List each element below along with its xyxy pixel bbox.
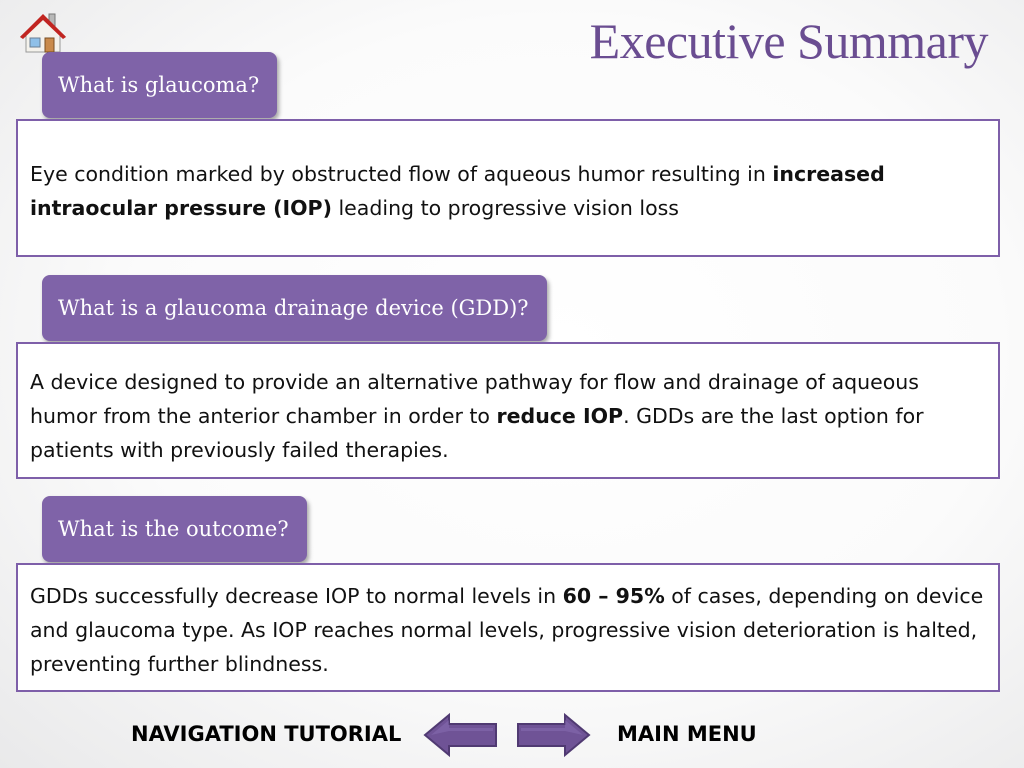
left-arrow-icon[interactable] — [423, 712, 499, 758]
home-icon[interactable] — [16, 8, 70, 54]
body-text: . GDDs are the last option for patients with previously failed therapies. — [30, 404, 924, 462]
body-text: Eye condition marked by obstructed flow of aqueous humor resulting in — [30, 162, 773, 186]
body-text-bold: 60 – 95% — [562, 584, 665, 608]
section-heading-glaucoma: What is glaucoma? — [42, 52, 277, 118]
section-heading-gdd: What is a glaucoma drainage device (GDD)? — [42, 275, 547, 341]
body-text: leading to progressive vision loss — [331, 196, 679, 220]
right-arrow-icon[interactable] — [515, 712, 591, 758]
section-heading-outcome: What is the outcome? — [42, 496, 307, 562]
section-body-outcome — [16, 563, 1000, 692]
body-text: of cases, depending on device and glaucoma type. As IOP reaches normal levels, progressive vision deterioration is halted, preventing further blindness. — [30, 584, 984, 676]
body-text-bold: increased intraocular pressure (IOP) — [30, 162, 885, 220]
body-text-bold: reduce IOP — [496, 404, 624, 428]
section-body-glaucoma — [16, 119, 1000, 257]
body-text: A device designed to provide an alternative pathway for flow and drainage of aqueous humor from the anterior chamber in order to — [30, 370, 919, 428]
page-title: Executive Summary — [589, 13, 988, 69]
navigation-tutorial-link[interactable]: NAVIGATION TUTORIAL — [131, 722, 402, 746]
main-menu-link[interactable]: MAIN MENU — [617, 722, 757, 746]
section-body-gdd — [16, 342, 1000, 479]
body-text: GDDs successfully decrease IOP to normal levels in — [30, 584, 563, 608]
